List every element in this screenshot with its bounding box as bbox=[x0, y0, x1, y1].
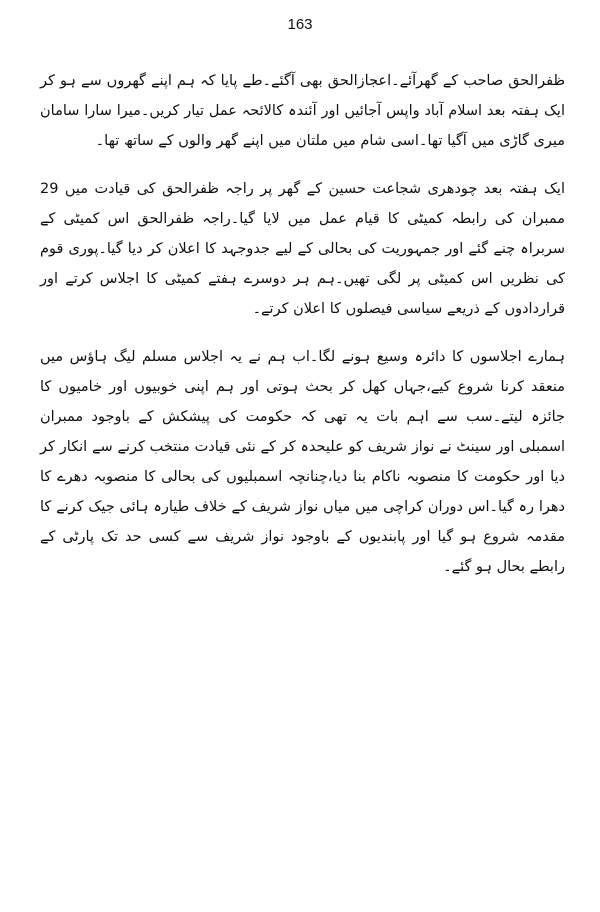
body-text bbox=[40, 66, 565, 600]
paragraph-2: ایک ہفتہ بعد چودھری شجاعت حسین کے گھر پر راجہ ظفرالحق کی قیادت میں 29 ممبران کی رابطہ کمیٹی کا قیام عمل میں لایا گیا۔راجہ ظفرالحق اس کمیٹی کے سربراہ چنے گئے اور جمہوریت کی بحالی کے لیے جدوجہد کا اعلان کر دیا گیا۔پوری قوم کی نظریں اس کمیٹی پر لگی تھیں۔ہم ہر دوسرے ہفتے کمیٹی کا اجلاس کرتے اور قراردادوں کے ذریعے سیاسی فیصلوں کا اعلان کرتے۔ bbox=[40, 181, 565, 317]
paragraph-3: ہمارے اجلاسوں کا دائرہ وسیع ہونے لگا۔اب ہم نے یہ اجلاس مسلم لیگ ہاؤس میں منعقد کرنا شروع کیے،جہاں کھل کر بحث ہوتی اور ہم اپنی خوبیوں اور خامیوں کا جائزہ لیتے۔سب سے اہم بات یہ تھی کہ حکومت کی پیشکش کے باوجود ممبران اسمبلی اور سینٹ نے نواز شریف کو علیحدہ کر کے نئی قیادت منتخب کرنے سے انکار کر دیا اور حکومت کا منصوبہ ناکام بنا دیا،چنانچہ اسمبلیوں کی بحالی کا منصوبہ دھرے کا دھرا رہ گیا۔اس دوران کراچی میں میاں نواز شریف کے خلاف طیارہ ہائی جیک کرنے کا مقدمہ شروع ہو گیا اور پابندیوں کے باوجود نواز شریف سے کسی حد تک پارٹی کے رابطے بحال ہو گئے۔ bbox=[40, 349, 565, 575]
paragraph-1: ظفرالحق صاحب کے گھرآئے۔اعجازالحق بھی آگئے۔طے پایا کہ ہم اپنے گھروں سے ہو کر ایک ہفتہ بعد اسلام آباد واپس آجائیں اور آئندہ کالائحہ عمل تیار کریں۔میرا سارا سامان میری گاڑی میں آگیا تھا۔اسی شام میں ملتان میں اپنے گھر والوں کے ساتھ تھا۔ bbox=[40, 73, 565, 149]
page-number: 163 bbox=[287, 16, 313, 33]
